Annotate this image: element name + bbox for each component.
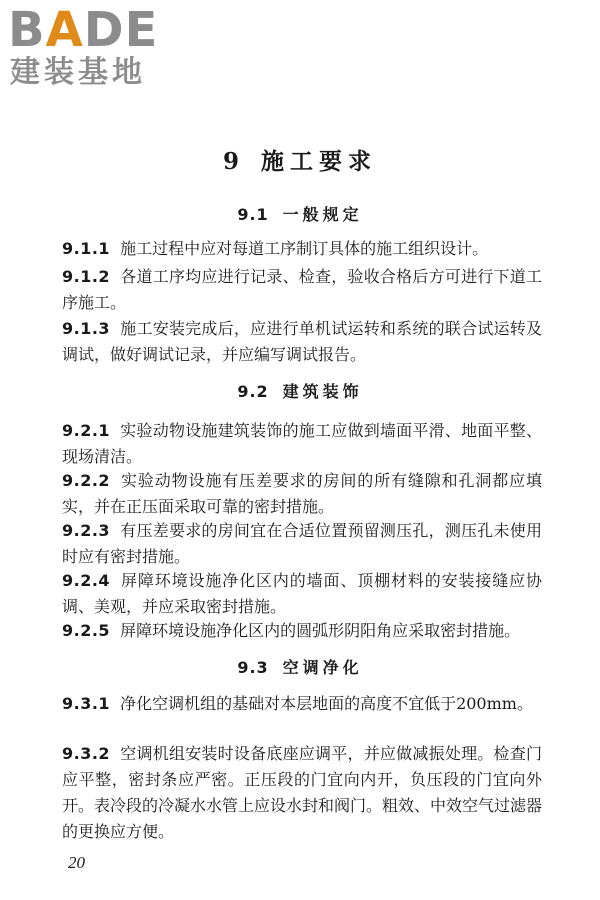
clause-9-2-3: 9.2.3 有压差要求的房间宜在合适位置预留测压孔，测压孔未使用时应有密封措施。	[62, 521, 542, 566]
clause-9-1-3: 9.1.3 施工安装完成后，应进行单机试运转和系统的联合试运转及调试，做好调试记录，并应编写调试报告。	[62, 319, 542, 364]
clause-9-3-2: 9.3.2 空调机组安装时设备底座应调平，并应做减振处理。检查门应平整，密封条应严密。正压段的门宜向内开，负压段的门宜向外开。表冷段的冷凝水水管上应设水封和阀门。粗效、中效空气过滤器的更换应方便。	[62, 744, 543, 841]
logo-subtitle: 建装基地	[10, 55, 146, 90]
clause-9-3-1: 9.3.1 净化空调机组的基础对本层地面的高度不宜低于200mm。	[62, 694, 533, 713]
clause-9-2-4: 9.2.4 屏障环境设施净化区内的墙面、顶棚材料的安装接缝应协调、美观，并应采取密封措施。	[62, 571, 542, 616]
chapter-number: 9	[222, 148, 245, 175]
section-heading-9-3: 9.3 空调净化	[237, 658, 363, 677]
section-heading-9-1: 9.1 一般规定	[237, 205, 363, 224]
logo-wordmark: BADE	[8, 2, 159, 58]
clause-9-2-5: 9.2.5 屏障环境设施净化区内的圆弧形阴阳角应采取密封措施。	[62, 621, 521, 640]
clause-9-2-1: 9.2.1 实验动物设施建筑装饰的施工应做到墙面平滑、地面平整、现场清洁。	[62, 421, 542, 466]
logo-accent-letter: A	[45, 2, 84, 58]
page-number: 20	[68, 853, 85, 872]
logo	[8, 4, 178, 90]
clause-9-1-1: 9.1.1 施工过程中应对每道工序制订具体的施工组织设计。	[62, 239, 489, 258]
chapter-title	[0, 147, 600, 177]
chapter-title-text: 施工要求	[261, 148, 377, 175]
clause-9-2-2: 9.2.2 实验动物设施有压差要求的房间的所有缝隙和孔洞都应填实，并在正压面采取可靠的密封措施。	[62, 471, 542, 516]
section-heading-9-2: 9.2 建筑装饰	[237, 382, 363, 401]
clause-9-1-2: 9.1.2 各道工序均应进行记录、检查，验收合格后方可进行下道工序施工。	[62, 267, 542, 312]
